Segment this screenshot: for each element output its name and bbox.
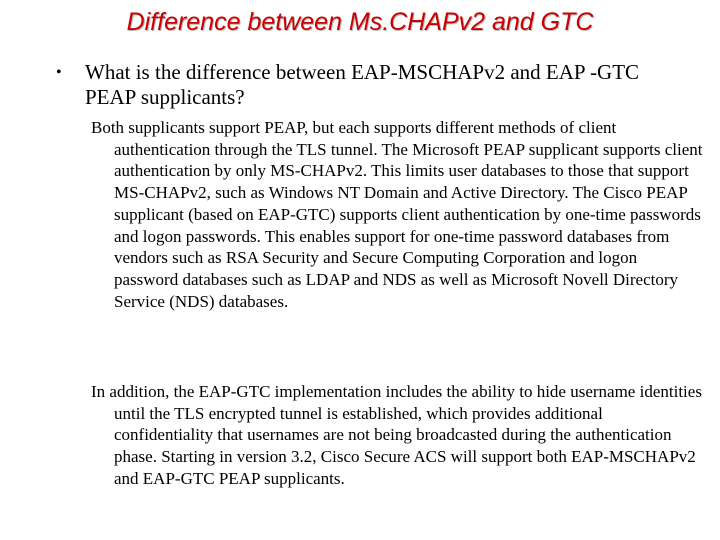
bullet-item (56, 60, 676, 110)
bullet-question: What is the difference between EAP-MSCHAPv2 and EAP -GTC PEAP supplicants? (85, 60, 640, 109)
bullet-marker: • (56, 64, 62, 81)
answer-paragraph-1: Both supplicants support PEAP, but each supports different methods of client authentication through the TLS tunnel. The Microsoft PEAP supplicant supports client authentication by only MS-CHAPv2. This limits user databases to those that support MS-CHAPv2, such as Windows NT Domain and Active Directory. The Cisco PEAP supplicant (based on EAP-GTC) supports client authentication by one-time passwords and logon passwords. This enables support for one-time password databases from vendors such as RSA Security and Secure Computing Corporation and logon password databases such as LDAP and NDS as well as Microsoft Novell Directory Service (NDS) databases. (91, 118, 703, 311)
answer-paragraph-2: In addition, the EAP-GTC implementation includes the ability to hide username identities until the TLS encrypted tunnel is established, which provides additional confidentiality that usernames are not being broadcasted during the authentication phase. Starting in version 3.2, Cisco Secure ACS will support both EAP-MSCHAPv2 and EAP-GTC PEAP supplicants. (91, 382, 702, 488)
slide-title: Difference between Ms.CHAPv2 and GTC (126, 8, 594, 36)
